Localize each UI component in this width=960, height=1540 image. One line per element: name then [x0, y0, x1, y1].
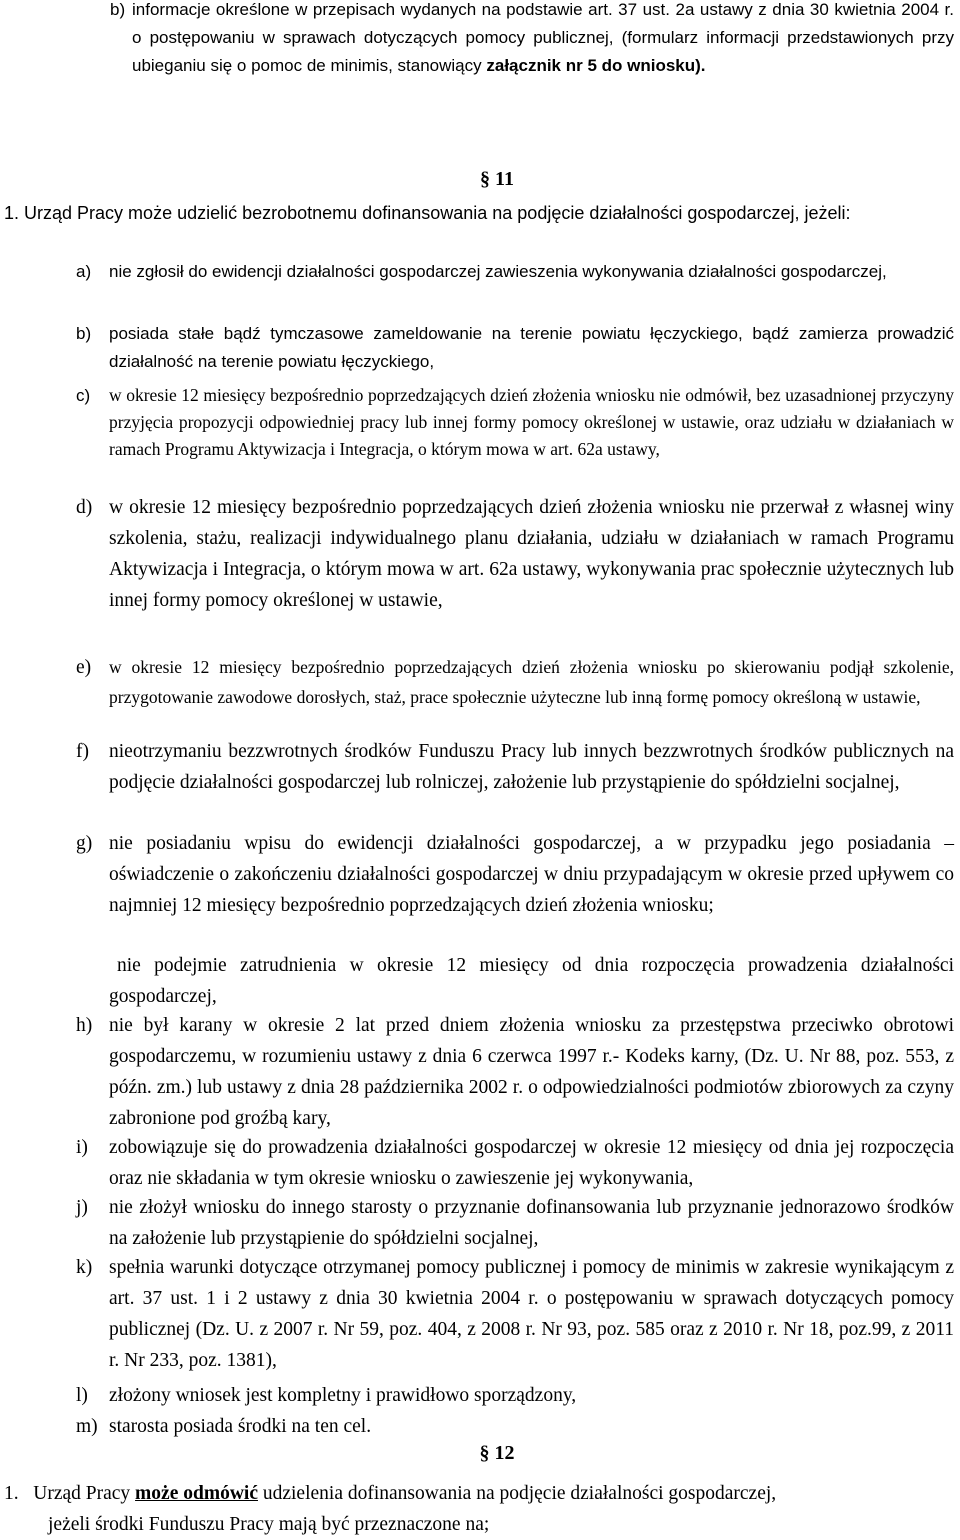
section-12-paragraph-line2: jeżeli środki Funduszu Pracy mają być przeznaczone na; — [48, 1514, 490, 1535]
item-text: nie zgłosił do ewidencji działalności gospodarczej zawieszenia wykonywania działalności gospodarczej, — [109, 262, 887, 281]
section-11-heading: § 11 — [480, 168, 514, 190]
emphasis-may-refuse: może odmówić — [135, 1483, 258, 1504]
attachment-reference: załącznik nr 5 do wniosku). — [486, 56, 706, 75]
section-11-paragraph: 1. Urząd Pracy może udzielić bezrobotnemu dofinansowania na podjęcie działalności gospodarczej, jeżeli: — [4, 203, 851, 223]
item-text: złożony wniosek jest kompletny i prawidłowo sporządzony, — [109, 1385, 577, 1406]
item-text: nieotrzymaniu bezzwrotnych środków Funduszu Pracy lub innych bezzwrotnych środków publicznych na podjęcie działalności gospodarczej lub rolniczej, założenie lub przystąpienie do spółdzielni socjalnej, — [109, 741, 954, 793]
item-label: g) — [76, 833, 93, 854]
item-text: zobowiązuje się do prowadzenia działalności gospodarczej w okresie 12 miesięcy od dnia jej rozpoczęcia oraz nie składania w tym okresie wniosku o zawieszenie jej wykonywania, — [109, 1137, 954, 1189]
item-label: c) — [76, 386, 91, 405]
item-text: w okresie 12 miesięcy bezpośrednio poprzedzających dzień złożenia wniosku po skierowaniu podjął szkolenie, przygotowanie zawodowe dorosłych, staż, prace społecznie użyteczne lub inną formę pomocy określoną w ustawie, — [109, 657, 954, 707]
item-text: nie był karany w okresie 2 lat przed dniem złożenia wniosku za przestępstwa przeciwko obrotowi gospodarczemu, w rozumieniu ustawy z dnia 6 czerwca 1997 r.- Kodeks karny, (Dz. U. Nr 88, poz. 553, z późn. zm.) lub ustawy z dnia 28 października 2002 r. o odpowiedzialności podmiotów zbiorowych za czyny zabronione pod groźbą kary, — [109, 1015, 954, 1129]
item-text: w okresie 12 miesięcy bezpośrednio poprzedzających dzień złożenia wniosku nie odmówił, bez uzasadnionej przyczyny przyjęcia propozycji odpowiedniej pracy lub innej formy pomocy określonej w ustawie, oraz udziału w działaniach w ramach Programu Aktywizacja i Integracja, o którym mowa w art. 62a ustawy, — [109, 385, 954, 459]
item-label: b) — [76, 324, 92, 343]
item-label: h) — [76, 1015, 93, 1036]
item-label: l) — [76, 1385, 88, 1406]
item-text: nie złożył wniosku do innego starosty o przyznanie dofinansowania lub przyznanie jednorazowo środków na założenie lub przystąpienie do spółdzielni socjalnej, — [109, 1197, 954, 1249]
section-12-heading: § 12 — [479, 1442, 515, 1464]
item-label: d) — [76, 497, 93, 518]
item-text: posiada stałe bądź tymczasowe zameldowanie na terenie powiatu łęczyckiego, bądź zamierza prowadzić działalność na terenie powiatu łęczyckiego, — [109, 324, 954, 371]
item-text: nie posiadaniu wpisu do ewidencji działalności gospodarczej, a w przypadku jego posiadania – oświadczenie o zakończeniu działalności gospodarczej w dniu przypadającym w okresie przed upływem co najmniej 12 miesięcy bezpośrednio poprzedzających dzień złożenia wniosku; — [109, 833, 954, 916]
section-12-paragraph: 1. Urząd Pracy może odmówić udzielenia dofinansowania na podjęcie działalności gospodarczej, — [4, 1483, 777, 1504]
item-label: e) — [76, 657, 92, 678]
item-label: b) — [110, 0, 126, 19]
item-label: f) — [76, 741, 89, 762]
item-label: a) — [76, 262, 92, 281]
item-label: i) — [76, 1137, 88, 1158]
item-text: spełnia warunki dotyczące otrzymanej pomocy publicznej i pomocy de minimis w zakresie wynikającym z art. 37 ust. 1 i 2 ustawy z dnia 30 kwietnia 2004 r. o postępowaniu w sprawach dotyczących pomocy publicznej (Dz. U. z 2007 r. Nr 59, poz. 404, z 2008 r. Nr 93, poz. 585 oraz z 2010 r. Nr 18, poz.99, z 2011 r. Nr 233, poz. 1381), — [109, 1257, 954, 1371]
item-label: m) — [76, 1416, 98, 1437]
item-label: j) — [76, 1197, 88, 1218]
item-text: w okresie 12 miesięcy bezpośrednio poprzedzających dzień złożenia wniosku nie przerwał z własnej winy szkolenia, stażu, realizacji indywidualnego planu działania, udziału w działaniach w ramach Programu Aktywizacja i Integracja, o którym mowa w art. 62a ustawy, wykonywania prac społecznie użytecznych lub innej formy pomocy określonej w ustawie, — [109, 497, 954, 611]
item-text: informacje określone w przepisach wydanych na podstawie art. 37 ust. 2a ustawy z dnia 30 kwietnia 2004 r. o postępowaniu w sprawach dotyczących pomocy publicznej, (formularz informacji przedstawionych przy ubieganiu się o pomoc de minimis, stanowiący załącznik nr 5 do wniosku). — [132, 0, 954, 75]
item-text: nie podejmie zatrudnienia w okresie 12 miesięcy od dnia rozpoczęcia prowadzenia działalności gospodarczej, — [109, 955, 954, 1007]
item-text: starosta posiada środki na ten cel. — [109, 1416, 372, 1437]
item-label: k) — [76, 1257, 93, 1278]
